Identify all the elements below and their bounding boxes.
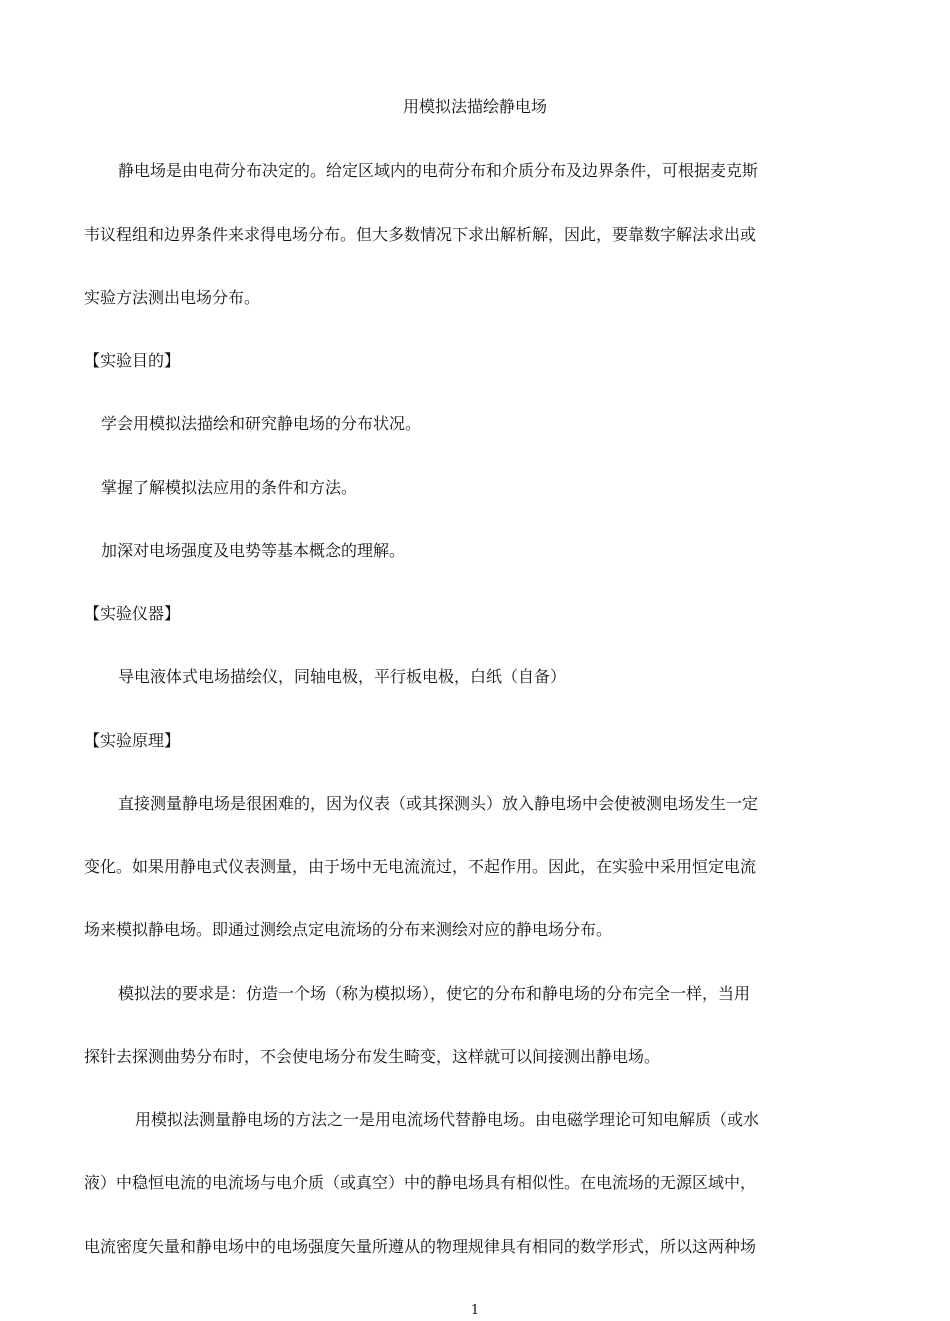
principle-para3-line-3: 电流密度矢量和静电场中的电场强度矢量所遵从的物理规律具有相同的数学形式，所以这两种场 xyxy=(84,1237,757,1256)
page-number: 1 xyxy=(470,1303,480,1318)
purpose-item-1: 学会用模拟法描绘和研究静电场的分布状况。 xyxy=(101,414,422,433)
principle-para2-line-2: 探针去探测曲势分布时，不会使电场分布发生畸变，这样就可以间接测出静电场。 xyxy=(84,1047,661,1066)
document-title: 用模拟法描绘静电场 xyxy=(402,97,547,116)
intro-line-1: 静电场是由电荷分布决定的。给定区域内的电荷分布和介质分布及边界条件，可根据麦克斯 xyxy=(118,161,759,180)
principle-heading: 【实验原理】 xyxy=(84,731,181,750)
principle-para3-line-1: 用模拟法测量静电场的方法之一是用电流场代替静电场。由电磁学理论可知电解质（或水 xyxy=(135,1110,760,1129)
intro-line-3: 实验方法测出电场分布。 xyxy=(84,288,261,307)
purpose-item-3: 加深对电场强度及电势等基本概念的理解。 xyxy=(101,541,406,560)
principle-para3-line-2: 液）中稳恒电流的电流场与电介质（或真空）中的静电场具有相似性。在电流场的无源区域中， xyxy=(84,1173,757,1192)
intro-line-2: 韦议程组和边界条件来求得电场分布。但大多数情况下求出解析解，因此，要靠数字解法求出或 xyxy=(84,225,757,244)
apparatus-text: 导电液体式电场描绘仪，同轴电极，平行板电极，白纸（自备） xyxy=(118,667,567,686)
principle-para1-line-3: 场来模拟静电场。即通过测绘点定电流场的分布来测绘对应的静电场分布。 xyxy=(84,920,613,939)
purpose-item-2: 掌握了解模拟法应用的条件和方法。 xyxy=(101,478,358,497)
principle-para1-line-2: 变化。如果用静电式仪表测量，由于场中无电流流过，不起作用。因此，在实验中采用恒定电流 xyxy=(84,857,757,876)
principle-para1-line-1: 直接测量静电场是很困难的，因为仪表（或其探测头）放入静电场中会使被测电场发生一定 xyxy=(118,794,759,813)
purpose-heading: 【实验目的】 xyxy=(84,351,181,370)
apparatus-heading: 【实验仪器】 xyxy=(84,604,181,623)
principle-para2-line-1: 模拟法的要求是：仿造一个场（称为模拟场），使它的分布和静电场的分布完全一样，当用 xyxy=(118,984,751,1003)
